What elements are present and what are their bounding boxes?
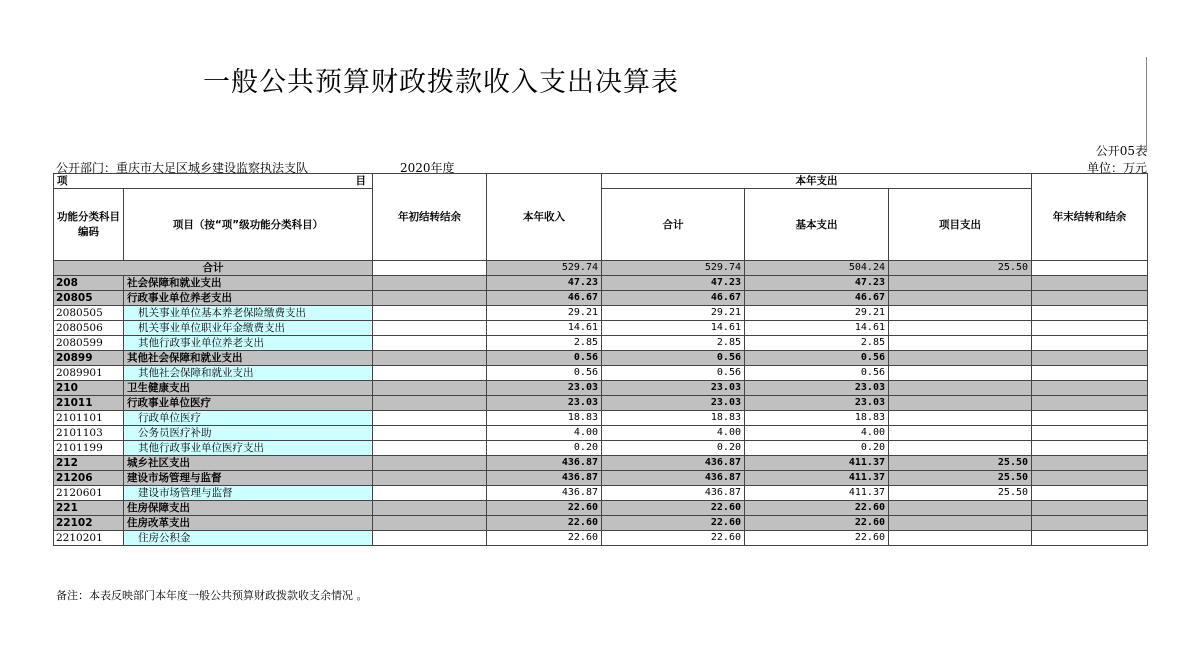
cell-carry-end	[1032, 276, 1148, 291]
cell-basic: 29.21	[745, 306, 889, 321]
cell-total: 0.56	[602, 366, 745, 381]
cell-income: 436.87	[487, 456, 602, 471]
cell-carry-begin	[373, 306, 487, 321]
cell-basic: 22.60	[745, 516, 889, 531]
cell-name: 机关事业单位职业年金缴费支出	[124, 321, 373, 336]
cell-carry-begin	[373, 486, 487, 501]
cell-total: 22.60	[602, 516, 745, 531]
table-row	[54, 336, 1148, 351]
table-row	[54, 351, 1148, 366]
page-title: 一般公共预算财政拨款收入支出决算表	[203, 67, 679, 98]
cell-name: 其他行政事业单位养老支出	[124, 336, 373, 351]
cell-carry-begin	[373, 531, 487, 546]
cell-code: 21011	[54, 396, 124, 411]
cell-income: 23.03	[487, 381, 602, 396]
cell-project	[889, 336, 1032, 351]
cell-basic: 411.37	[745, 486, 889, 501]
table-row	[54, 441, 1148, 456]
cell-income: 0.20	[487, 441, 602, 456]
cell-total: 4.00	[602, 426, 745, 441]
cell-carry-begin	[373, 276, 487, 291]
total-project: 25.50	[889, 261, 1032, 276]
cell-carry-begin	[373, 381, 487, 396]
cell-carry-end	[1032, 501, 1148, 516]
cell-basic: 2.85	[745, 336, 889, 351]
cell-name: 住房公积金	[124, 531, 373, 546]
cell-basic: 22.60	[745, 501, 889, 516]
cell-carry-begin	[373, 366, 487, 381]
cell-income: 23.03	[487, 396, 602, 411]
cell-carry-begin	[373, 456, 487, 471]
cell-project: 25.50	[889, 486, 1032, 501]
cell-code: 20899	[54, 351, 124, 366]
cell-carry-end	[1032, 516, 1148, 531]
cell-carry-begin	[373, 441, 487, 456]
cell-project	[889, 501, 1032, 516]
cell-code: 2080506	[54, 321, 124, 336]
cell-carry-begin	[373, 351, 487, 366]
table-row	[54, 396, 1148, 411]
cell-name: 行政事业单位医疗	[124, 396, 373, 411]
cell-carry-end	[1032, 396, 1148, 411]
header-code: 功能分类科目编码	[54, 189, 124, 261]
cell-basic: 411.37	[745, 471, 889, 486]
cell-code: 208	[54, 276, 124, 291]
cell-basic: 47.23	[745, 276, 889, 291]
header-item-cell	[54, 174, 373, 189]
cell-code: 20805	[54, 291, 124, 306]
cell-code: 2080505	[54, 306, 124, 321]
cell-total: 22.60	[602, 531, 745, 546]
cell-total: 436.87	[602, 471, 745, 486]
total-basic: 504.24	[745, 261, 889, 276]
table-row	[54, 411, 1148, 426]
cell-code: 210	[54, 381, 124, 396]
cell-name: 其他社会保障和就业支出	[124, 351, 373, 366]
department-label: 公开部门：重庆市大足区城乡建设监察执法支队	[56, 161, 309, 175]
footnote: 备注：本表反映部门本年度一般公共预算财政拨款收支余情况 。	[56, 589, 368, 602]
cell-basic: 411.37	[745, 456, 889, 471]
table-row	[54, 321, 1148, 336]
cell-basic: 4.00	[745, 426, 889, 441]
cell-carry-end	[1032, 351, 1148, 366]
divider	[1146, 57, 1147, 152]
cell-basic: 23.03	[745, 381, 889, 396]
cell-carry-begin	[373, 501, 487, 516]
table-row	[54, 471, 1148, 486]
cell-income: 29.21	[487, 306, 602, 321]
cell-income: 2.85	[487, 336, 602, 351]
cell-carry-end	[1032, 471, 1148, 486]
header-carry-end: 年末结转和结余	[1032, 174, 1148, 261]
unit-label: 单位：万元	[1086, 161, 1147, 175]
form-number: 公开05表	[1095, 144, 1147, 158]
cell-basic: 46.67	[745, 291, 889, 306]
budget-table	[53, 173, 1148, 546]
cell-carry-end	[1032, 291, 1148, 306]
header-total: 合计	[602, 189, 745, 261]
cell-project	[889, 381, 1032, 396]
cell-income: 22.60	[487, 516, 602, 531]
cell-project	[889, 396, 1032, 411]
cell-code: 2101199	[54, 441, 124, 456]
table-row	[54, 501, 1148, 516]
cell-carry-begin	[373, 336, 487, 351]
header-item: 项	[57, 175, 68, 187]
table-row	[54, 291, 1148, 306]
cell-total: 0.56	[602, 351, 745, 366]
cell-basic: 0.56	[745, 366, 889, 381]
cell-carry-begin	[373, 411, 487, 426]
cell-total: 47.23	[602, 276, 745, 291]
cell-income: 436.87	[487, 471, 602, 486]
cell-carry-begin	[373, 321, 487, 336]
cell-name: 住房保障支出	[124, 501, 373, 516]
cell-code: 22102	[54, 516, 124, 531]
cell-code: 2089901	[54, 366, 124, 381]
cell-project	[889, 306, 1032, 321]
cell-name: 公务员医疗补助	[124, 426, 373, 441]
cell-income: 46.67	[487, 291, 602, 306]
table-row	[54, 426, 1148, 441]
cell-carry-end	[1032, 456, 1148, 471]
cell-code: 2120601	[54, 486, 124, 501]
cell-total: 436.87	[602, 456, 745, 471]
cell-carry-begin	[373, 291, 487, 306]
cell-project	[889, 291, 1032, 306]
cell-income: 0.56	[487, 366, 602, 381]
cell-carry-end	[1032, 441, 1148, 456]
cell-code: 2210201	[54, 531, 124, 546]
header-income: 本年收入	[487, 174, 602, 261]
table-row	[54, 276, 1148, 291]
cell-name: 建设市场管理与监督	[124, 471, 373, 486]
cell-income: 0.56	[487, 351, 602, 366]
cell-name: 机关事业单位基本养老保险缴费支出	[124, 306, 373, 321]
cell-project: 25.50	[889, 471, 1032, 486]
cell-project	[889, 351, 1032, 366]
header-carry-begin: 年初结转结余	[373, 174, 487, 261]
cell-carry-end	[1032, 531, 1148, 546]
cell-income: 14.61	[487, 321, 602, 336]
year-label: 2020年度	[400, 161, 455, 175]
cell-carry-end	[1032, 306, 1148, 321]
cell-name: 其他社会保障和就业支出	[124, 366, 373, 381]
cell-name: 建设市场管理与监督	[124, 486, 373, 501]
table-row	[54, 531, 1148, 546]
cell-code: 2080599	[54, 336, 124, 351]
cell-income: 22.60	[487, 501, 602, 516]
cell-name: 社会保障和就业支出	[124, 276, 373, 291]
cell-project	[889, 441, 1032, 456]
cell-basic: 14.61	[745, 321, 889, 336]
cell-total: 22.60	[602, 501, 745, 516]
cell-name: 城乡社区支出	[124, 456, 373, 471]
cell-name: 住房改革支出	[124, 516, 373, 531]
header-project: 项目支出	[889, 189, 1032, 261]
table-row	[54, 486, 1148, 501]
cell-carry-begin	[373, 396, 487, 411]
cell-basic: 23.03	[745, 396, 889, 411]
table-row	[54, 366, 1148, 381]
cell-project	[889, 516, 1032, 531]
header-basic: 基本支出	[745, 189, 889, 261]
header-mu: 目	[355, 175, 366, 187]
cell-total: 23.03	[602, 381, 745, 396]
table-row	[54, 381, 1148, 396]
cell-total: 436.87	[602, 486, 745, 501]
total-carry-begin	[373, 261, 487, 276]
cell-basic: 18.83	[745, 411, 889, 426]
cell-carry-end	[1032, 486, 1148, 501]
cell-total: 0.20	[602, 441, 745, 456]
cell-project	[889, 426, 1032, 441]
cell-name: 其他行政事业单位医疗支出	[124, 441, 373, 456]
cell-carry-begin	[373, 516, 487, 531]
cell-code: 212	[54, 456, 124, 471]
cell-total: 23.03	[602, 396, 745, 411]
cell-total: 14.61	[602, 321, 745, 336]
cell-carry-end	[1032, 321, 1148, 336]
total-total: 529.74	[602, 261, 745, 276]
cell-carry-end	[1032, 381, 1148, 396]
cell-carry-begin	[373, 471, 487, 486]
cell-name: 卫生健康支出	[124, 381, 373, 396]
cell-carry-end	[1032, 336, 1148, 351]
cell-basic: 0.20	[745, 441, 889, 456]
cell-basic: 22.60	[745, 531, 889, 546]
cell-code: 2101103	[54, 426, 124, 441]
total-row	[54, 261, 1148, 276]
cell-basic: 0.56	[745, 351, 889, 366]
table-row	[54, 516, 1148, 531]
cell-name: 行政事业单位养老支出	[124, 291, 373, 306]
cell-code: 221	[54, 501, 124, 516]
cell-total: 29.21	[602, 306, 745, 321]
total-income: 529.74	[487, 261, 602, 276]
cell-project	[889, 411, 1032, 426]
table-row	[54, 306, 1148, 321]
cell-income: 436.87	[487, 486, 602, 501]
header-expense-group: 本年支出	[602, 174, 1032, 189]
cell-income: 22.60	[487, 531, 602, 546]
cell-carry-begin	[373, 426, 487, 441]
cell-income: 47.23	[487, 276, 602, 291]
cell-project	[889, 276, 1032, 291]
total-label: 合计	[54, 261, 373, 276]
cell-name: 行政单位医疗	[124, 411, 373, 426]
cell-total: 2.85	[602, 336, 745, 351]
total-carry-end	[1032, 261, 1148, 276]
cell-income: 18.83	[487, 411, 602, 426]
table-row	[54, 456, 1148, 471]
cell-carry-end	[1032, 426, 1148, 441]
cell-code: 21206	[54, 471, 124, 486]
cell-code: 2101101	[54, 411, 124, 426]
cell-carry-end	[1032, 366, 1148, 381]
cell-project	[889, 366, 1032, 381]
cell-project: 25.50	[889, 456, 1032, 471]
cell-carry-end	[1032, 411, 1148, 426]
cell-total: 46.67	[602, 291, 745, 306]
cell-project	[889, 531, 1032, 546]
cell-project	[889, 321, 1032, 336]
cell-income: 4.00	[487, 426, 602, 441]
header-name: 项目（按“项”级功能分类科目）	[124, 189, 373, 261]
cell-total: 18.83	[602, 411, 745, 426]
